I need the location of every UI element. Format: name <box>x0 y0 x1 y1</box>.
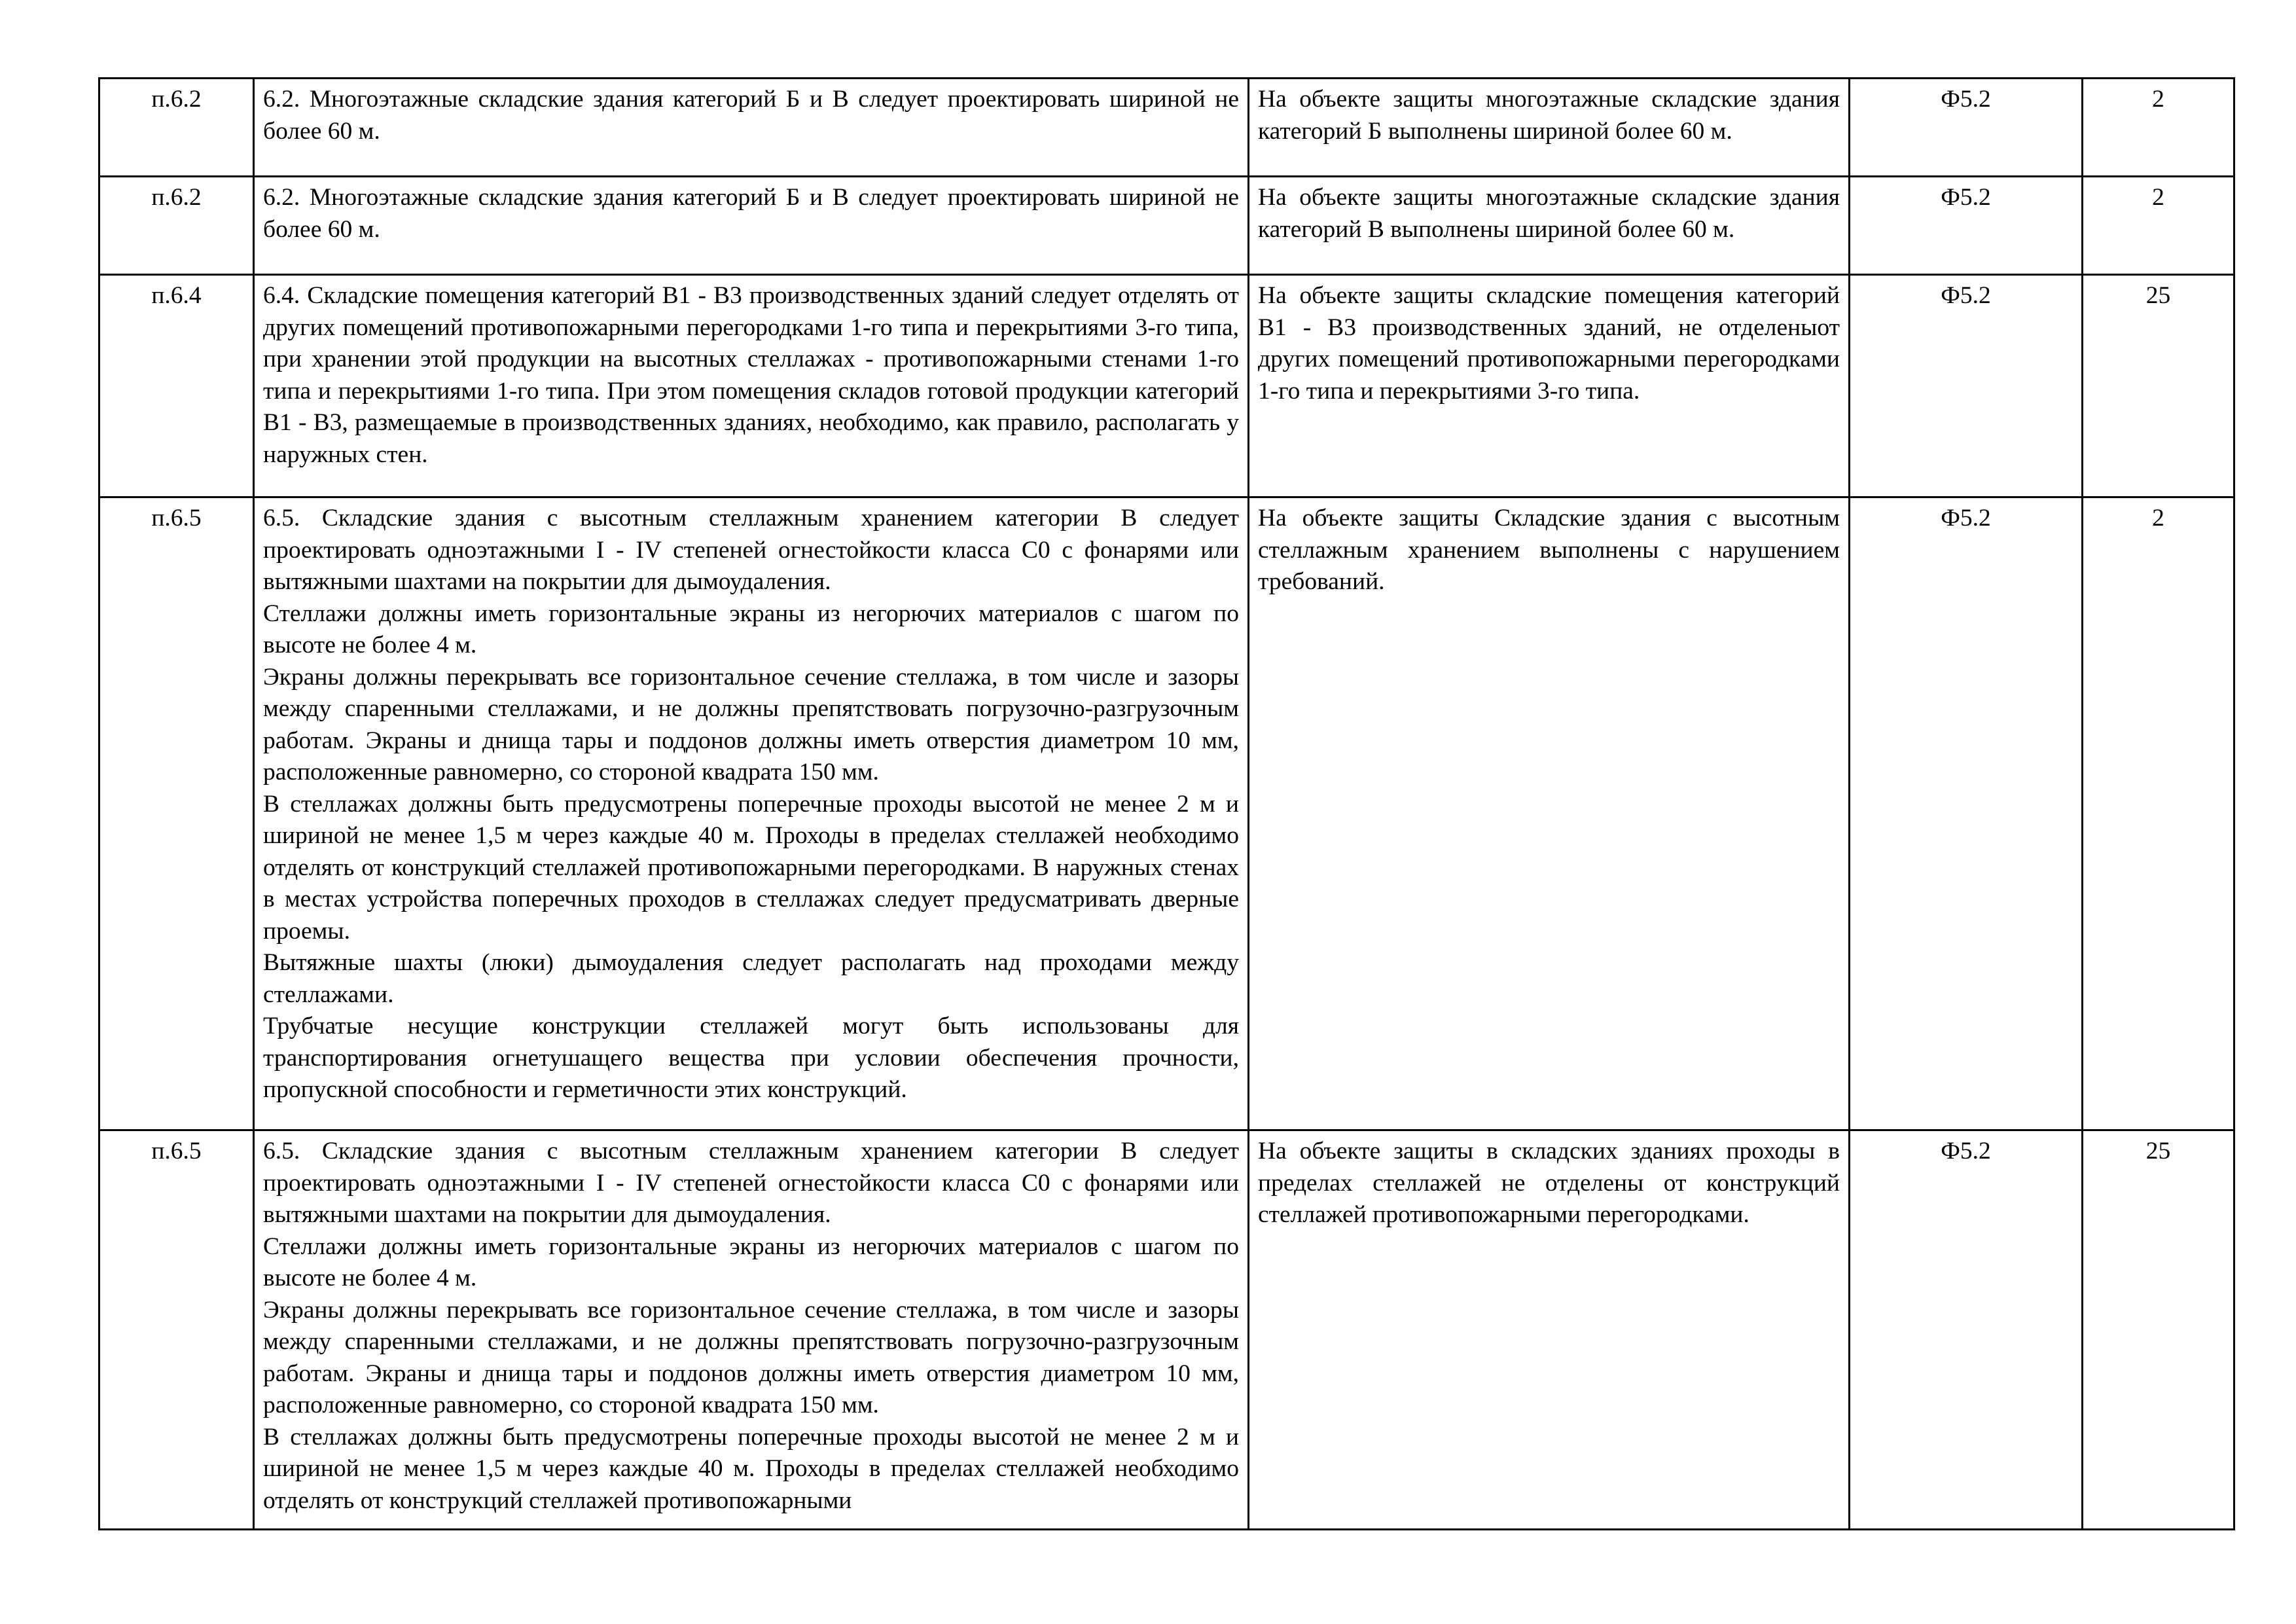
requirement-cell <box>254 1130 1249 1530</box>
requirement-paragraph: Экраны должны перекрывать все горизонтальное сечение стеллажа, в том числе и зазоры между спаренными стеллажами, и не должны препятствовать погрузочно-разгрузочным работам. Экраны и днища тары и поддонов должны иметь отверстия диаметром 10 мм, расположенные равномерно, со стороной квадрата 150 мм. <box>263 1296 1239 1418</box>
requirement-paragraph: 6.5. Складские здания с высотным стеллажным хранением категории В следует проектировать одноэтажными I - IV степеней огнестойкости класса С0 с фонарями или вытяжными шахтами на покрытии для дымоудаления. <box>263 1138 1239 1228</box>
requirement-cell <box>254 79 1249 177</box>
table-row <box>99 275 2234 497</box>
requirement-paragraph: В стеллажах должны быть предусмотрены поперечные проходы высотой не менее 2 м и шириной не менее 1,5 м через каждые 40 м. Проходы в пределах стеллажей необходимо отделять от конструкций стеллажей противопожарными <box>263 1423 1239 1514</box>
requirement-paragraph: 6.2. Многоэтажные складские здания категорий Б и В следует проектировать шириной не более 60 м. <box>263 86 1239 145</box>
clause-cell: п.6.2 <box>99 79 254 177</box>
table-row <box>99 79 2234 177</box>
violations-table <box>98 77 2235 1530</box>
requirement-cell <box>254 275 1249 497</box>
table-row <box>99 177 2234 275</box>
requirement-paragraph: Трубчатые несущие конструкции стеллажей могут быть использованы для транспортирования огнетушащего вещества при условии обеспечения прочности, пропускной способности и герметичности этих конструкций. <box>263 1013 1239 1103</box>
class-cell: Ф5.2 <box>1850 275 2083 497</box>
requirement-paragraph: Стеллажи должны иметь горизонтальные экраны из негорючих материалов с шагом по высоте не более 4 м. <box>263 1233 1239 1291</box>
requirement-paragraph: 6.5. Складские здания с высотным стеллажным хранением категории В следует проектировать одноэтажными I - IV степеней огнестойкости класса С0 с фонарями или вытяжными шахтами на покрытии для дымоудаления. <box>263 505 1239 595</box>
clause-cell: п.6.5 <box>99 497 254 1130</box>
requirement-paragraph: 6.4. Складские помещения категорий В1 - В3 производственных зданий следует отделять от других помещений противопожарными перегородками 1-го типа и перекрытиями 3-го типа, при хранении этой продукции на высотных стеллажах - противопожарными стенами 1-го типа и перекрытиями 1-го типа. При этом помещения складов готовой продукции категорий В1 - В3, размещаемые в производственных зданиях, необходимо, как правило, располагать у наружных стен. <box>263 282 1239 468</box>
class-cell: Ф5.2 <box>1850 1130 2083 1530</box>
violation-cell: На объекте защиты многоэтажные складские здания категорий Б выполнены шириной более 60 м. <box>1249 79 1850 177</box>
number-cell: 2 <box>2083 79 2234 177</box>
number-cell: 25 <box>2083 1130 2234 1530</box>
number-cell: 2 <box>2083 177 2234 275</box>
requirement-paragraph: 6.2. Многоэтажные складские здания категорий Б и В следует проектировать шириной не более 60 м. <box>263 184 1239 243</box>
violation-cell: На объекте защиты в складских зданиях проходы в пределах стеллажей не отделены от конструкций стеллажей противопожарными перегородками. <box>1249 1130 1850 1530</box>
table-row <box>99 497 2234 1130</box>
table-row <box>99 1130 2234 1530</box>
requirement-paragraph: В стеллажах должны быть предусмотрены поперечные проходы высотой не менее 2 м и шириной не менее 1,5 м через каждые 40 м. Проходы в пределах стеллажей необходимо отделять от конструкций стеллажей противопожарными перегородками. В наружных стенах в местах устройства поперечных проходов в стеллажах следует предусматривать дверные проемы. <box>263 790 1239 945</box>
clause-cell: п.6.5 <box>99 1130 254 1530</box>
requirement-cell <box>254 177 1249 275</box>
class-cell: Ф5.2 <box>1850 79 2083 177</box>
violation-cell: На объекте защиты многоэтажные складские здания категорий В выполнены шириной более 60 м. <box>1249 177 1850 275</box>
requirement-paragraph: Вытяжные шахты (люки) дымоудаления следует располагать над проходами между стеллажами. <box>263 949 1239 1008</box>
number-cell: 25 <box>2083 275 2234 497</box>
class-cell: Ф5.2 <box>1850 497 2083 1130</box>
class-cell: Ф5.2 <box>1850 177 2083 275</box>
violation-cell: На объекте защиты Складские здания с высотным стеллажным хранением выполнены с нарушением требований. <box>1249 497 1850 1130</box>
requirement-paragraph: Экраны должны перекрывать все горизонтальное сечение стеллажа, в том числе и зазоры между спаренными стеллажами, и не должны препятствовать погрузочно-разгрузочным работам. Экраны и днища тары и поддонов должны иметь отверстия диаметром 10 мм, расположенные равномерно, со стороной квадрата 150 мм. <box>263 663 1239 785</box>
requirement-cell <box>254 497 1249 1130</box>
requirement-paragraph: Стеллажи должны иметь горизонтальные экраны из негорючих материалов с шагом по высоте не более 4 м. <box>263 600 1239 659</box>
clause-cell: п.6.4 <box>99 275 254 497</box>
number-cell: 2 <box>2083 497 2234 1130</box>
violation-cell: На объекте защиты складские помещения категорий В1 - В3 производственных зданий, не отделеныот других помещений противопожарными перегородками 1-го типа и перекрытиями 3-го типа. <box>1249 275 1850 497</box>
document-page <box>98 77 2235 1530</box>
clause-cell: п.6.2 <box>99 177 254 275</box>
